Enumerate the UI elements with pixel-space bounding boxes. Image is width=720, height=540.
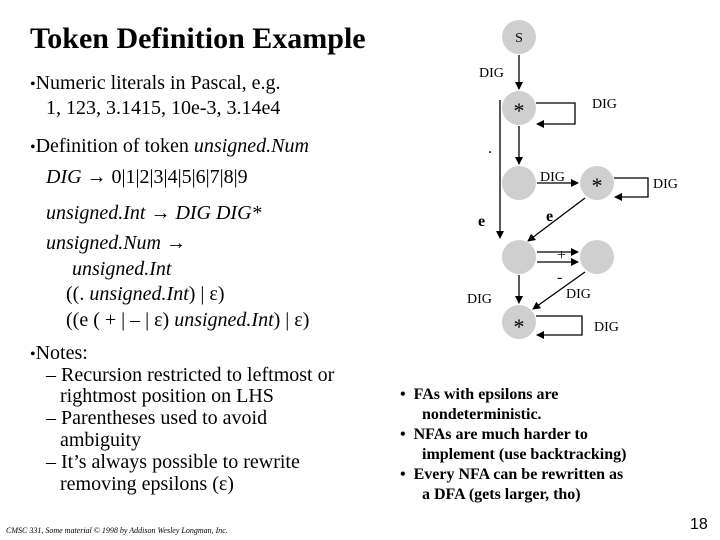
note-text: FAs with epsilons are [413,386,559,403]
def-rhs: DIG DIG* [175,202,262,224]
loop-label-dig: DIG [592,97,617,112]
edge-label-dig: DIG [479,66,504,81]
page-number: 18 [690,516,708,533]
footer-copyright: CMSC 331, Some material © 1998 by Addison Wesley Longman, Inc. [6,526,228,535]
note2-line2: ambiguity [60,429,142,451]
fa-note-3 [400,465,626,485]
note1-line2: rightmost position on LHS [60,385,274,407]
note-text: implement (use backtracking) [422,446,627,463]
loop-int [536,103,575,124]
arrow-icon: → [166,232,186,254]
arrow-icon: → [150,202,171,224]
accept-star: * [513,314,525,339]
start-state-label: S [515,31,523,46]
bullet-dot-icon: • [30,76,36,93]
fsm-state-exp [502,240,536,274]
bullet-dot-icon: • [400,386,406,403]
note2-line1: – Parentheses used to avoid [46,407,268,429]
open-paren: (( [66,283,80,305]
edge-frac-to-exp [528,198,585,241]
term: unsigned.Int [174,309,274,331]
bullet-dot-icon: • [30,346,36,363]
term: unsigned.Int [89,283,189,305]
def-lhs: DIG [46,166,82,188]
accept-star: * [591,173,603,198]
bullet-text: Numeric literals in Pascal, e.g. [35,72,281,94]
note-text: Every NFA can be rewritten as [413,466,624,483]
arrow-icon: → [86,166,107,188]
notes-label: Notes: [35,342,88,364]
fsm-state-sign [580,240,614,274]
note-text: nondeterministic. [422,406,542,423]
edge-label-minus: - [557,269,563,286]
def-unsigned-num-part-a: unsigned.Int [72,258,172,280]
term-unsigned-num: unsigned.Num [193,135,309,157]
loop-label-dig: DIG [653,177,678,192]
def-rhs: 0|1|2|3|4|5|6|7|8|9 [111,166,248,188]
note3-line2: removing epsilons (ε) [60,473,234,495]
edge-label-e: e [478,213,486,230]
loop-exp-int [536,316,582,335]
edge-label-dig: DIG [540,170,565,185]
def-lhs: unsigned.Num [46,232,161,254]
bullet-text: Definition of token [35,135,194,157]
note-text: a DFA (gets larger, tho) [422,486,581,503]
loop-label-dig: DIG [594,320,619,335]
note3-line1: – It’s always possible to rewrite [46,451,300,473]
fa-notes [400,385,626,505]
fsm-state-dot [502,166,536,200]
note1-line1: – Recursion restricted to leftmost or [46,364,335,386]
bullet-dot-icon: • [400,466,406,483]
accept-star: * [513,98,525,123]
note-text: NFAs are much harder to [413,426,588,443]
slide-title: Token Definition Example [30,22,366,55]
bullet-dot-icon: • [30,139,36,156]
close-paren: ) | ε) [273,309,310,331]
loop-frac [614,178,648,197]
edge-label-dot: . [488,140,492,157]
edge-label-dig: DIG [467,292,492,307]
open-paren: ((e ( + | – | ε) [66,309,175,331]
edge-label-dig: DIG [566,287,591,302]
fa-note-2 [400,425,626,445]
def-lhs: unsigned.Int [46,202,146,224]
close-paren: ) | ε) [188,283,225,305]
bullet-dot-icon: • [400,426,406,443]
edge-label-plus: + [557,247,567,264]
edge-label-e: e [546,208,554,225]
examples-line: 1, 123, 3.1415, 10e-3, 3.14e4 [46,97,281,119]
dot: . [79,283,90,305]
fa-note-1 [400,385,626,405]
